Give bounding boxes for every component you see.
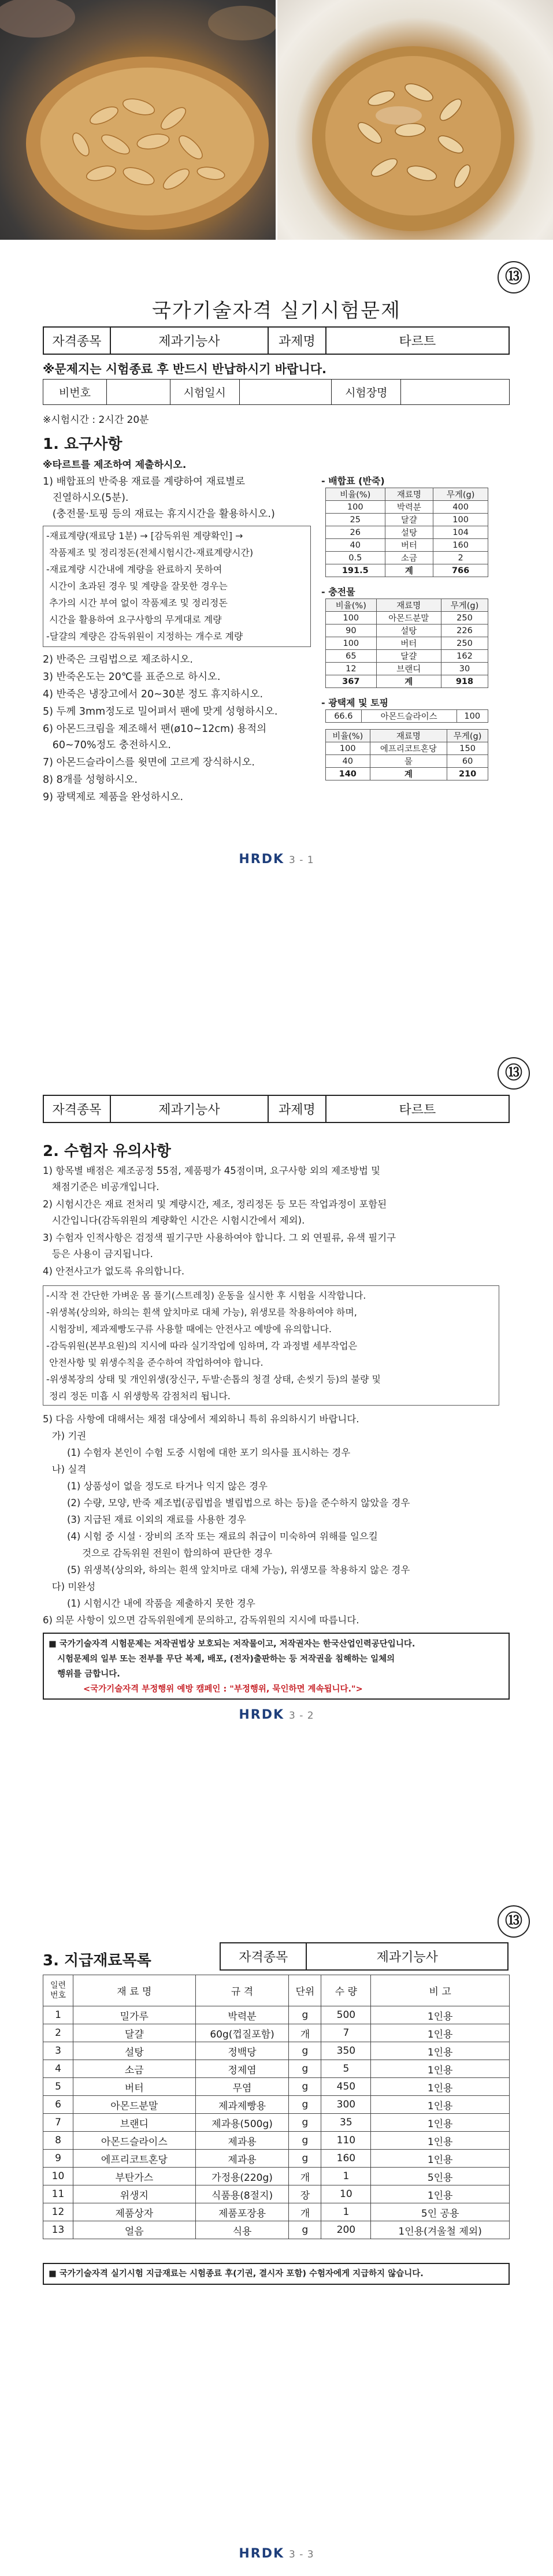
box-line: 안전사항 및 위생수칙을 준수하여 작업하여야 합니다. (46, 1357, 263, 1368)
header-label-task: 과제명 (268, 327, 326, 354)
cell: 위생지 (73, 2185, 195, 2203)
cell: 100 (326, 637, 377, 650)
cell: g (289, 2006, 321, 2024)
cell: 40 (326, 539, 385, 552)
cell: 1인용 (371, 2114, 510, 2132)
cell: g (289, 2060, 321, 2078)
cell: 1인용 (371, 2185, 510, 2203)
precaution-line: 6) 의문 사항이 있으면 감독위원에게 문의하고, 감독위원의 지시에 따릅니다. (43, 1615, 359, 1626)
box-line: 작품제조 및 정리정돈(전체시험시간-재료계량시간) (46, 547, 254, 558)
info-table (43, 379, 510, 405)
cell: g (289, 2042, 321, 2060)
cell: 12 (43, 2203, 73, 2221)
cell: 제과제빵용 (195, 2096, 289, 2114)
cell: 100 (326, 612, 377, 625)
cell: 제과용 (195, 2150, 289, 2168)
cell: 제품상자 (73, 2203, 195, 2221)
recipe-topping-table (325, 709, 488, 723)
info-label-seat: 비번호 (43, 380, 107, 405)
cell: 100 (326, 501, 385, 514)
cell: 얼음 (73, 2221, 195, 2239)
cell: 브랜디 (376, 663, 441, 675)
box-line: -재료계량(재료당 1분) → [감독위원 계량확인] → (46, 530, 243, 541)
recipe-filling-table (325, 599, 488, 688)
table-row (43, 2024, 510, 2042)
cell: 5인용 (371, 2168, 510, 2185)
cell: 5 (43, 2078, 73, 2096)
table-row (43, 2060, 510, 2078)
col-qty: 수 량 (321, 1975, 371, 2006)
cell: 달걀 (385, 514, 433, 526)
recipe-dough-table (325, 488, 488, 577)
cell: 계 (385, 564, 433, 577)
cell: 1 (43, 2006, 73, 2024)
cell: 1 (321, 2203, 371, 2221)
col-note: 비 고 (371, 1975, 510, 2006)
exam-time: ※시험시간 : 2시간 20분 (43, 414, 149, 426)
cell: 식품용(8절지) (195, 2185, 289, 2203)
cell: 1인용 (371, 2132, 510, 2150)
table-row (43, 2114, 510, 2132)
cell: 계 (370, 768, 447, 780)
col-ratio: 비율(%) (326, 488, 385, 501)
precaution-line: (4) 시험 중 시설 · 장비의 조작 또는 재료의 취급이 미숙하여 위해를 일으킬 (43, 1531, 378, 1542)
cell: 설탕 (376, 625, 441, 637)
hrdk-logo: HRDK (239, 2547, 285, 2561)
requirement-line: 3) 반죽온도는 20℃를 표준으로 하시오. (43, 671, 221, 683)
col-weight: 무게(g) (433, 488, 488, 501)
box-line: -위생복(상의와, 하의는 흰색 앞치마로 대체 가능), 위생모를 착용하여야 하며, (46, 1307, 357, 1318)
cell: 11 (43, 2185, 73, 2203)
precaution-line: (1) 상품성이 없을 정도로 타거나 익지 않은 경우 (43, 1481, 268, 1492)
cell: 달걀 (376, 650, 441, 663)
campaign-text: <국가기술자격 부정행위 예방 캠페인 : "부정행위, 묵인하면 계속됩니다."> (83, 1685, 363, 1694)
requirement-line: 60~70%정도 충전하시오. (43, 739, 171, 751)
cell: 제품포장용 (195, 2203, 289, 2221)
box-line: -위생복장의 상태 및 개인위생(장신구, 두발·손톱의 청결 상태, 손씻기 등)의 불량 및 (46, 1374, 381, 1385)
table-row (43, 2221, 510, 2239)
precaution-line: 3) 수험자 인적사항은 검정색 필기구만 사용하여야 합니다. 그 외 연필류, 유색 필기구 (43, 1232, 396, 1243)
box-line: -재료계량 시간내에 계량을 완료하지 못하여 (46, 564, 222, 575)
header-item: 제과기능사 (306, 1943, 508, 1970)
cell: g (289, 2078, 321, 2096)
table-row (43, 2006, 510, 2024)
cell: 버터 (385, 539, 433, 552)
cell: 5인 공용 (371, 2203, 510, 2221)
cell: 100 (326, 742, 370, 755)
cell: 버터 (73, 2078, 195, 2096)
footer-page: 3 - 3 (289, 2549, 314, 2560)
footer-page: 3 - 2 (289, 1710, 314, 1722)
cell: 6 (43, 2096, 73, 2114)
table-row (43, 2078, 510, 2096)
table-row (43, 2203, 510, 2221)
precaution-line: 2) 시험시간은 재료 전처리 및 계량시간, 제조, 정리정돈 등 모든 작업과정이 포함된 (43, 1199, 387, 1210)
cell: 정백당 (195, 2042, 289, 2060)
cell: 식용 (195, 2221, 289, 2239)
cell: 1 (321, 2168, 371, 2185)
precaution-line: (2) 수량, 모양, 반죽 제조법(공립법을 별립법으로 하는 등)을 준수하지 않았을 경우 (43, 1497, 410, 1508)
copyright-line: 시험문제의 일부 또는 전부를 무단 복제, 배포, (전자)출판하는 등 저작권을 침해하는 일체의 (49, 1655, 395, 1664)
header-label-item: 자격종목 (43, 327, 110, 354)
precaution-line: (3) 지급된 재료 이외의 재료를 사용한 경우 (43, 1514, 246, 1525)
cell: g (289, 2114, 321, 2132)
cell: 300 (321, 2096, 371, 2114)
precaution-line: (1) 시험시간 내에 작품을 제출하지 못한 경우 (43, 1598, 255, 1609)
table-row (43, 2042, 510, 2060)
cell: 1인용 (371, 2042, 510, 2060)
footer (0, 852, 553, 867)
cell: 90 (326, 625, 377, 637)
cell: 1인용(겨울철 제외) (371, 2221, 510, 2239)
cell: 12 (326, 663, 377, 675)
requirement-line: 1) 배합표의 반죽용 재료를 계량하여 재료별로 (43, 476, 246, 488)
cell: 13 (43, 2221, 73, 2239)
col-ingredient: 재료명 (385, 488, 433, 501)
col-ratio: 비율(%) (326, 599, 377, 612)
cell: 110 (321, 2132, 371, 2150)
col-ingredient: 재료명 (376, 599, 441, 612)
col-no: 일련 번호 (43, 1975, 73, 2006)
cell: 4 (43, 2060, 73, 2078)
cell: 367 (326, 675, 377, 688)
cell: 160 (433, 539, 488, 552)
cell: 104 (433, 526, 488, 539)
requirement-line: 5) 두께 3mm정도로 밀어펴서 팬에 맞게 성형하시오. (43, 706, 278, 718)
cell: 250 (441, 612, 488, 625)
precaution-line: 등은 사용이 금지됩니다. (43, 1248, 153, 1259)
recipe-dough-title: - 배합표 (반죽) (321, 475, 385, 486)
cell: g (289, 2221, 321, 2239)
col-spec: 규 격 (195, 1975, 289, 2006)
cell: 무염 (195, 2078, 289, 2096)
cell: g (289, 2096, 321, 2114)
recipe-glaze-table (325, 729, 488, 780)
cell: 400 (433, 501, 488, 514)
hrdk-logo: HRDK (239, 1708, 285, 1722)
cell: 아몬드슬라이스 (361, 710, 456, 723)
col-ingredient: 재료명 (370, 730, 447, 742)
cell: 1인용 (371, 2150, 510, 2168)
cell: 1인용 (371, 2006, 510, 2024)
box-line: -시작 전 간단한 가벼운 몸 풀기(스트레칭) 운동을 실시한 후 시험을 시작합니다. (46, 1290, 366, 1301)
cell: 65 (326, 650, 377, 663)
header-table (220, 1942, 509, 1971)
cell: 설탕 (385, 526, 433, 539)
cell: 개 (289, 2024, 321, 2042)
requirement-line: 2) 반죽은 크림법으로 제조하시오. (43, 654, 193, 666)
cell: 박력분 (195, 2006, 289, 2024)
return-notice: ※문제지는 시험종료 후 반드시 반납하시기 바랍니다. (43, 362, 326, 376)
hrdk-logo: HRDK (239, 852, 285, 867)
col-name: 재 료 명 (73, 1975, 195, 2006)
materials-table (43, 1975, 510, 2239)
cell: 66.6 (326, 710, 362, 723)
requirement-line: (충전물·토핑 등의 재료는 휴지시간을 활용하시오.) (43, 508, 275, 520)
cell: 5 (321, 2060, 371, 2078)
cell: 100 (433, 514, 488, 526)
header-item: 제과기능사 (110, 327, 268, 354)
footer (0, 2547, 553, 2561)
box-line: 시간을 활용하여 요구사항의 무게대로 계량 (46, 614, 222, 625)
page-title: 국가기술자격 실기시험문제 (152, 299, 401, 322)
cell: 에프리코트혼당 (73, 2150, 195, 2168)
cell: 160 (321, 2150, 371, 2168)
cell: 밀가루 (73, 2006, 195, 2024)
box-line: 시험장비, 제과제빵도구류 사용할 때에는 안전사고 예방에 유의합니다. (46, 1324, 332, 1335)
cell: g (289, 2132, 321, 2150)
precaution-line: 1) 항목별 배점은 제조공정 55점, 제품평가 45점이며, 요구사항 외의 제조방법 및 (43, 1165, 381, 1176)
requirement-line: 8) 8개를 성형하시오. (43, 774, 138, 786)
cell: 소금 (385, 552, 433, 564)
cell: 60 (447, 755, 488, 768)
requirement-line: 4) 반죽은 냉장고에서 20~30분 정도 휴지하시오. (43, 689, 263, 700)
cell: 에프리코트혼당 (370, 742, 447, 755)
header-label-task: 과제명 (268, 1095, 326, 1122)
cell: 9 (43, 2150, 73, 2168)
cell: 150 (447, 742, 488, 755)
cell: 140 (326, 768, 370, 780)
precaution-line: 것으로 감독위원 전원이 합의하여 판단한 경우 (43, 1548, 273, 1559)
cell: 달걀 (73, 2024, 195, 2042)
info-value-seat (106, 380, 170, 405)
col-ratio: 비율(%) (326, 730, 370, 742)
cell: 210 (447, 768, 488, 780)
cell: 장 (289, 2185, 321, 2203)
cell: 26 (326, 526, 385, 539)
cell: 30 (441, 663, 488, 675)
cell: 8 (43, 2132, 73, 2150)
cell: 1인용 (371, 2078, 510, 2096)
recipe-filling-title: - 충전물 (321, 586, 355, 597)
page-number-badge: ⑬ (498, 261, 530, 293)
cell: 191.5 (326, 564, 385, 577)
table-row (43, 2150, 510, 2168)
info-value-date (239, 380, 332, 405)
copyright-line: 행위를 금합니다. (49, 1670, 120, 1679)
precaution-line: 4) 안전사고가 없도록 유의합니다. (43, 1266, 185, 1277)
cell: 브랜디 (73, 2114, 195, 2132)
requirement-line: 7) 아몬드슬라이스를 윗면에 고르게 장식하시오. (43, 757, 255, 768)
header-task: 타르트 (326, 327, 509, 354)
header-item: 제과기능사 (110, 1095, 268, 1122)
cell: 개 (289, 2203, 321, 2221)
cell: 766 (433, 564, 488, 577)
tart-photo-right (277, 0, 553, 240)
cell: 계 (376, 675, 441, 688)
col-unit: 단위 (289, 1975, 321, 2006)
precaution-line: 5) 다음 사항에 대해서는 채점 대상에서 제외하니 특히 유의하시기 바랍니다. (43, 1414, 359, 1425)
cell: 물 (370, 755, 447, 768)
footer-page: 3 - 1 (289, 854, 314, 866)
cell: 60g(껍질포함) (195, 2024, 289, 2042)
cell: 1인용 (371, 2024, 510, 2042)
cell: 35 (321, 2114, 371, 2132)
cell: 버터 (376, 637, 441, 650)
cell: 250 (441, 637, 488, 650)
cell: 350 (321, 2042, 371, 2060)
box-line: -달걀의 계량은 감독위원이 지정하는 개수로 계량 (46, 631, 243, 642)
header-table (43, 1095, 510, 1123)
precaution-line: 시간입니다(감독위원의 계량확인 시간은 시험시간에서 제외). (43, 1215, 305, 1226)
cell: 박력분 (385, 501, 433, 514)
cell: 2 (43, 2024, 73, 2042)
header-table (43, 326, 510, 355)
precaution-line: 채점기준은 비공개입니다. (43, 1181, 159, 1192)
requirement-line: 9) 광택제로 제품을 완성하시오. (43, 791, 184, 803)
cell: 25 (326, 514, 385, 526)
info-value-place (401, 380, 510, 405)
page-number-badge: ⑬ (498, 1905, 530, 1938)
precaution-line: 나) 실격 (43, 1464, 87, 1475)
footer (0, 1708, 553, 1722)
cell: 7 (321, 2024, 371, 2042)
cell: 100 (456, 710, 488, 723)
cell: g (289, 2150, 321, 2168)
header-task: 타르트 (326, 1095, 509, 1122)
header-label-item: 자격종목 (43, 1095, 110, 1122)
requirement-line: 6) 아몬드크림을 제조해서 팬(ø10~12cm) 용적의 (43, 723, 267, 735)
table-row (43, 2132, 510, 2150)
cell: 아몬드슬라이스 (73, 2132, 195, 2150)
page-number-badge: ⑬ (498, 1057, 530, 1090)
cell: 정제염 (195, 2060, 289, 2078)
cell: 10 (43, 2168, 73, 2185)
cell: 설탕 (73, 2042, 195, 2060)
cell: 3 (43, 2042, 73, 2060)
cell: 40 (326, 755, 370, 768)
cell: 162 (441, 650, 488, 663)
requirement-line: 진열하시오(5분). (43, 492, 129, 504)
cell: 가정용(220g) (195, 2168, 289, 2185)
cell: 500 (321, 2006, 371, 2024)
cell: 0.5 (326, 552, 385, 564)
info-label-place: 시험장명 (332, 380, 401, 405)
table-row (43, 2185, 510, 2203)
table-row (43, 2168, 510, 2185)
cell: 918 (441, 675, 488, 688)
cell: 1인용 (371, 2060, 510, 2078)
requirement-intro: ※타르트를 제조하여 제출하시오. (43, 459, 187, 471)
precaution-line: 가) 기권 (43, 1430, 87, 1441)
tart-photo-left (0, 0, 276, 240)
cell: 450 (321, 2078, 371, 2096)
section-precautions: 2. 수험자 유의사항 (43, 1143, 171, 1160)
box-line: 추가의 시간 부여 없이 작품제조 및 정리정돈 (46, 597, 228, 608)
box-line: 시간이 초과된 경우 및 계량을 잘못한 경우는 (46, 581, 228, 592)
recipe-topping-title: - 광택제 및 토핑 (321, 697, 389, 708)
col-weight: 무게(g) (441, 599, 488, 612)
cell: 7 (43, 2114, 73, 2132)
cell: 200 (321, 2221, 371, 2239)
cell: 226 (441, 625, 488, 637)
precaution-line: (1) 수험자 본인이 수험 도중 시험에 대한 포기 의사를 표시하는 경우 (43, 1447, 351, 1458)
cell: 2 (433, 552, 488, 564)
table-row (43, 2096, 510, 2114)
copyright-line: ■ 국가기술자격 시험문제는 저작권법상 보호되는 저작물이고, 저작권자는 한국산업인력공단입니다. (49, 1640, 415, 1649)
section-requirements: 1. 요구사항 (43, 436, 123, 453)
precaution-line: 다) 미완성 (43, 1581, 96, 1592)
cell: 부탄가스 (73, 2168, 195, 2185)
col-weight: 무게(g) (447, 730, 488, 742)
cell: 개 (289, 2168, 321, 2185)
cell: 아몬드분말 (376, 612, 441, 625)
precaution-line: (5) 위생복(상의와, 하의는 흰색 앞치마로 대체 가능), 위생모를 착용하지 않은 경우 (43, 1564, 410, 1575)
box-line: 정리 정돈 미흡 시 위생항목 감점처리 됩니다. (46, 1391, 231, 1402)
cell: 아몬드분말 (73, 2096, 195, 2114)
header-label-item: 자격종목 (220, 1943, 306, 1970)
section-materials: 3. 지급재료목록 (43, 1952, 151, 1969)
cell: 1인용 (371, 2096, 510, 2114)
box-line: -감독위원(본부요원)의 지시에 따라 실기작업에 임하며, 각 과정별 세부작업은 (46, 1340, 358, 1351)
cell: 소금 (73, 2060, 195, 2078)
material-note: ■ 국가기술자격 실기시험 지급재료는 시험종료 후(기권, 결시자 포함) 수험자에게 지급하지 않습니다. (49, 2269, 424, 2278)
cell: 10 (321, 2185, 371, 2203)
cell: 제과용 (195, 2132, 289, 2150)
info-label-date: 시험일시 (170, 380, 239, 405)
cell: 제과용(500g) (195, 2114, 289, 2132)
